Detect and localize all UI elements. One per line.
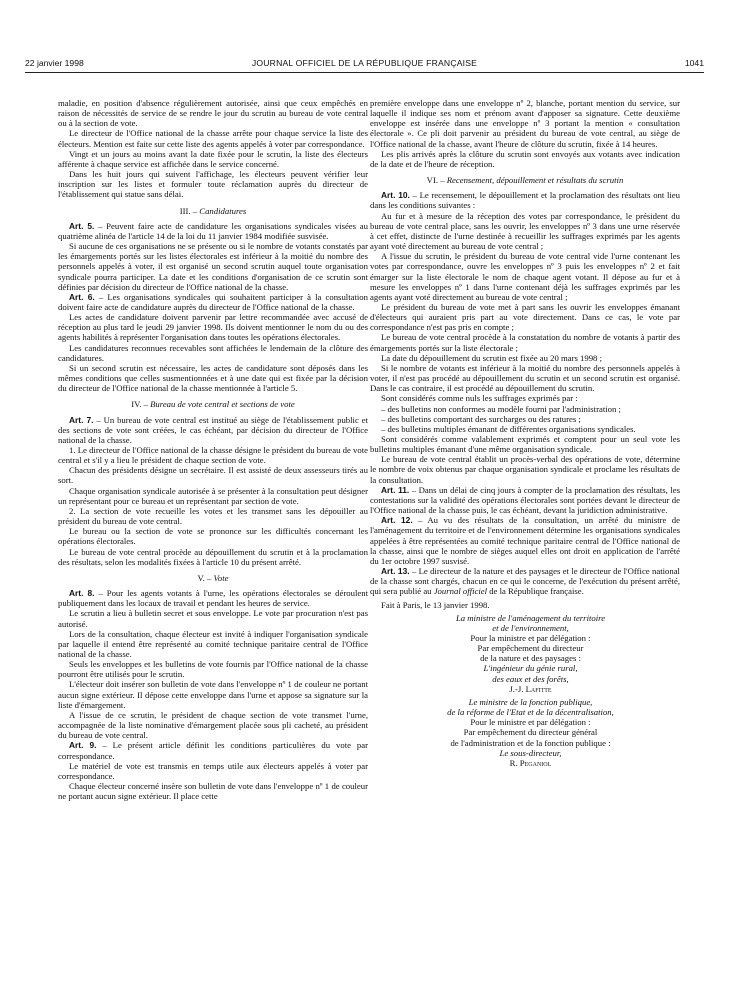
page-header [25,58,704,72]
paragraph: Le scrutin a lieu à bulletin secret et sous enveloppe. Le vote par procuration n'est pas autorisé. [58,608,368,629]
left-column [58,98,368,801]
section-dash: – [143,399,148,410]
signature-line: Par empêchement du directeur général [463,727,598,738]
paragraph: Chaque électeur concerné insère son bulletin de vote dans l'enveloppe nº 1 de couleur ne portant aucun signe extérieur. Il place cette [58,781,368,802]
paragraph: première enveloppe dans une enveloppe nº 2, blanche, portant mention du service, sur laquelle il indique ses nom et prénom avant d'apposer sa signature. Cette deuxième enveloppe est insérée dans une enveloppe nº 3 portant la mention « consultation électorale ». Ce pli doit parvenir au président du bureau de vote central, au siège de l'Office national de la chasse, avant l'heure de clôture du scrutin, fixée à 14 heures. [370,98,680,149]
article-label: Art. 9. [69,740,97,751]
paragraph: Si un second scrutin est nécessaire, les actes de candidature sont déposés dans les mêmes conditions que celles susmentionnées et à une date qui est fixée par la décision du directeur de l'Office national de la chasse mentionnée à l'article 5. [58,362,368,394]
section-dash: – [440,175,445,186]
article-6 [58,292,368,312]
article-label: Art. 8. [69,588,95,599]
signing-place-date: Fait à Paris, le 13 janvier 1998. [381,599,490,610]
paragraph: A l'issue de ce scrutin, le président de chaque section de vote transmet l'urne, accompagnée de la liste nominative d'émargement placée sous pli cacheté, au président du bureau de vote central. [58,709,368,741]
paragraph: L'électeur doit insérer son bulletin de vote dans l'enveloppe nº 1 de couleur ne portant aucun signe extérieur. Il dépose cette enveloppe dans l'urne et appose sa signature sur la liste d'émargement. [58,679,368,710]
paragraph: Les plis arrivés après la clôture du scrutin sont envoyés aux votants avec indication de la date et de l'heure de réception. [370,148,680,169]
paragraph: Le président du bureau de vote met à part sans les ouvrir les enveloppes émanant d'électeurs qui auraient pris part au vote directement. Dans ce cas, le vote par correspondance n'est pas pris en compte ; [370,301,680,333]
signature-line: de la réforme de l'Etat et de la décentralisation, [447,707,614,718]
paragraph: Le bureau de vote central procède à la constatation du nombre de votants à partir des émargements portés sur la liste électorale ; [370,332,680,353]
article-text: – Un bureau de vote central est institué au siège de l'établissement public et des sections de vote sont créées, le cas échéant, par décision du directeur de l'Office national de la chasse. [58,414,368,445]
section-number: VI. [426,175,439,186]
signature-line: L'ingénieur du génie rural, [483,663,578,674]
article-10 [370,190,680,210]
article-label: Art. 10. [381,190,410,201]
signature-line: et de l'environnement, [492,622,569,633]
section-heading-6 [370,175,680,185]
paragraph: Le bureau de vote central procède au dépouillement du scrutin et à la proclamation des résultats, selon les modalités fixées à l'article 10 du présent arrêté. [58,546,368,567]
section-heading-4 [58,399,368,409]
section-dash: – [192,205,198,216]
signature-line: de l'administration et de la fonction publique : [450,737,611,748]
paragraph: Chaque organisation syndicale autorisée à se présenter à la consultation peut désigner un représentant pour ce bureau et un représentant par section de vote. [58,485,368,506]
right-column [370,98,680,768]
signatory-name: R. Peganiol [509,757,552,768]
section-dash: – [207,572,212,583]
section-number: V. [197,572,205,583]
list-item: – des bulletins non conformes au modèle fourni par l'administration ; [381,403,621,414]
signature-line: Le ministre de la fonction publique, [468,696,593,707]
article-text: – Le recensement, le dépouillement et la proclamation des résultats ont lieu dans les conditions suivantes : [370,190,680,211]
signature-block-1 [370,613,680,694]
paragraph: Chacun des présidents désigne un secrétaire. Il est assisté de deux assesseurs tirés au sort. [58,465,368,486]
article-text: – Le directeur de la nature et des paysages et le directeur de l'Office national de la chasse sont chargés, chacun en ce qui le concerne, de l'exécution du présent arrêté, qui sera publié au [370,566,680,597]
paragraph: Si le nombre de votants est inférieur à la moitié du nombre des personnels appelés à voter, il n'est pas procédé au dépouillement du scrutin et un second scrutin est organisé. Dans le cas contraire, il est procédé au dépouillement du scrutin. [370,362,680,394]
paragraph: Le directeur de l'Office national de la chasse arrête pour chaque service la liste des électeurs. Mention est faite sur cette liste des agents appelés à voter par correspondance. [58,128,368,149]
article-12 [370,515,680,566]
article-text: – Pour les agents votants à l'urne, les opérations électorales se déroulent publiquement dans les locaux de travail et pendant les heures de service. [58,588,368,609]
article-text: – Les organisations syndicales qui souhaitent participer à la consultation doivent faire acte de candidature auprès du directeur de l'Office national de la chasse. [58,291,368,312]
article-text: – Dans un délai de cinq jours à compter de la proclamation des résultats, les contestations sur la validité des opérations électorales sont portées devant le directeur de l'Office national de la chasse puis, le cas échéant, devant la juridiction administrative. [370,484,680,516]
article-text: de la République française. [487,586,584,597]
article-text: – Le présent article définit les conditions particulières du vote par correspondance. [58,740,368,761]
article-label: Art. 13. [381,566,410,577]
list-item: – des bulletins comportant des surcharges ou des ratures ; [381,413,581,424]
journal-name: Journal officiel [433,586,488,597]
paragraph: Au fur et à mesure de la réception des votes par correspondance, le président du bureau de vote central place, sans les ouvrir, les enveloppes nº 3 dans une urne réservée à cet effet, distincte de l'urne destinée à recueillir les suffrages exprimés par les agents ayant voté directement au bureau de vote central ; [370,210,680,252]
signature-line: La ministre de l'aménagement du territoire [455,612,606,623]
article-5 [58,221,368,241]
article-8 [58,588,368,608]
section-title: Candidatures [199,205,247,216]
article-label: Art. 11. [381,484,410,495]
header-date: 22 janvier 1998 [25,58,84,68]
page-number: 1041 [684,58,704,68]
article-label: Art. 6. [69,291,95,302]
signature-line: Pour le ministre et par délégation : [470,717,591,728]
paragraph: 1. Le directeur de l'Office national de la chasse désigne le président du bureau de vote central et s'il y a lieu le président de chaque section de vote. [58,445,368,466]
section-title: Recensement, dépouillement et résultats du scrutin [446,175,624,186]
paragraph: Le bureau de vote central établit un procès-verbal des opérations de vote, détermine le nombre de voix obtenus par chaque organisation syndicale et proclame les résultats de la consultation. [370,454,680,485]
signature-line: Pour la ministre et par délégation : [470,632,591,643]
paragraph: Lors de la consultation, chaque électeur est invité à indiquer l'organisation syndicale par laquelle il entend être représenté au comité technique paritaire central de l'Office national de la chasse. [58,628,368,659]
signature-line: de la nature et des paysages : [480,653,581,664]
paragraph: maladie, en position d'absence régulièrement autorisée, ainsi que ceux empêchés en raison de nécessités de service de se rendre le jour du scrutin au bureau de vote central ou à la section de vote. [58,98,368,129]
section-heading-3 [58,206,368,216]
section-number: III. [179,205,191,216]
section-title: Vote [213,572,229,583]
article-label: Art. 5. [69,220,95,231]
paragraph: Le bureau ou la section de vote se prononce sur les difficultés concernant les opérations électorales. [58,526,368,547]
signature-block-2 [370,697,680,768]
signature-line: Par empêchement du directeur [477,643,584,654]
paragraph: Vingt et un jours au moins avant la date fixée pour le scrutin, la liste des électeurs afférente à chaque service est affichée dans le service concerné. [58,148,368,169]
signature-line: des eaux et des forêts, [492,673,569,684]
section-title: Bureau de vote central et sections de vote [150,399,295,410]
paragraph: Les actes de candidature doivent parvenir par lettre recommandée avec accusé de réception au plus tard le jeudi 29 janvier 1998. Ils doivent mentionner le nom du ou des agents habilités à représenter l'organisation dans toutes les opérations électorales. [58,312,368,343]
article-text: – Au vu des résultats de la consultation, un arrêté du ministre de l'aménagement du territoire et de l'environnement détermine les organisations syndicales appelées à être représentées au comité technique paritaire central de l'Office national de la chasse, ainsi que le nombre de sièges auquel elles ont droit en application de l'arrêté du 1er octobre 1997 susvisé. [370,515,680,566]
journal-title: JOURNAL OFFICIEL DE LA RÉPUBLIQUE FRANÇAISE [251,58,478,68]
paragraph: La date du dépouillement du scrutin est fixée au 20 mars 1998 ; [381,352,602,363]
article-9 [58,740,368,760]
paragraph: Si aucune de ces organisations ne se présente ou si le nombre de votants constatés par les émargements portés sur les listes électorales est inférieur à la moitié du nombre des personnels appelés à voter, il est organisé un second scrutin auquel toute organisation syndicale pourra participer. La date et les conditions d'organisation de ce scrutin sont définies par décision du directeur de l'Office national de la chasse. [58,241,368,292]
article-7 [58,415,368,445]
list-item: – des bulletins multiples émanant de différentes organisations syndicales. [381,423,636,434]
paragraph: Sont considérés comme valablement exprimés et comptent pour un seul vote les bulletins multiples émanant d'une même organisation syndicale. [370,434,680,455]
signatory-name: J.-J. Lafitte [509,683,552,694]
header-rule [25,72,704,73]
article-11 [370,485,680,515]
paragraph: Les candidatures reconnues recevables sont affichées le lendemain de la clôture des candidatures. [58,342,368,363]
section-number: IV. [131,399,142,410]
paragraph: A l'issue du scrutin, le président du bureau de vote central vide l'urne contenant les votes par correspondance, ouvre les enveloppes nº 3 puis les enveloppes nº 2 et fait émarger sur la liste électorale le nom de chaque agent votant. Il dépose au fur et à mesure les enveloppes nº 1 dans l'urne contenant déjà les suffrages exprimés par les agents ayant voté directement au bureau de vote central ; [370,251,680,302]
article-13 [370,566,680,596]
paragraph: 2. La section de vote recueille les votes et les transmet sans les dépouiller au président du bureau de vote central. [58,505,368,527]
paragraph: Le matériel de vote est transmis en temps utile aux électeurs appelés à voter par correspondance. [58,760,368,781]
paragraph: Dans les huit jours qui suivent l'affichage, les électeurs peuvent vérifier leur inscription sur les listes et formuler toute réclamation auprès du directeur de l'établissement qui statue sans délai. [58,169,368,200]
paragraph: Seuls les enveloppes et les bulletins de vote fournis par l'Office national de la chasse pourront être utilisés pour le scrutin. [58,659,368,680]
signature-line: Le sous-directeur, [499,747,562,758]
article-label: Art. 7. [69,414,94,425]
section-heading-5 [58,573,368,583]
article-label: Art. 12. [381,515,413,526]
article-text: – Peuvent faire acte de candidature les organisations syndicales visées au quatrième alinéa de l'article 14 de la loi du 11 janvier 1984 modifiée susvisée. [58,220,368,241]
paragraph: Sont considérés comme nuls les suffrages exprimés par : [381,393,578,404]
